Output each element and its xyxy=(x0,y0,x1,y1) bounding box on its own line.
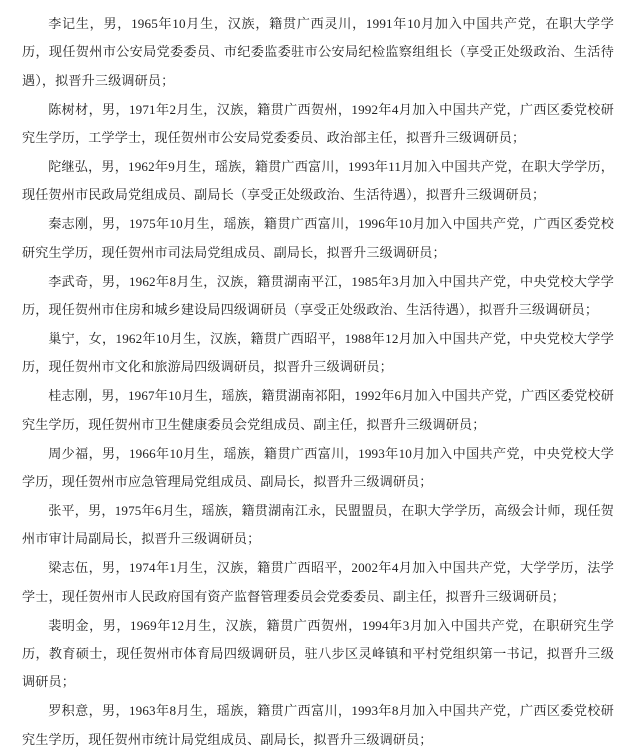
document-paragraph: 桂志刚，男，1967年10月生，瑶族，籍贯湖南祁阳，1992年6月加入中国共产党，广西区委党校研究生学历，现任贺州市卫生健康委员会党组成员、副主任，拟晋升三级调研员； xyxy=(22,388,614,432)
document-paragraph: 周少福，男，1966年10月生，瑶族，籍贯广西富川，1993年10月加入中国共产党，中央党校大学学历，现任贺州市应急管理局党组成员、副局长，拟晋升三级调研员； xyxy=(22,445,614,489)
document-paragraph: 张平，男，1975年6月生，瑶族，籍贯湖南江永，民盟盟员，在职大学学历，高级会计师，现任贺州市审计局副局长，拟晋升三级调研员； xyxy=(22,502,614,547)
document-paragraph: 巢宁，女，1962年10月生，汉族，籍贯广西昭平，1988年12月加入中国共产党，中央党校大学学历，现任贺州市文化和旅游局四级调研员，拟晋升三级调研员； xyxy=(22,330,614,375)
document-paragraph: 裴明金，男，1969年12月生，汉族，籍贯广西贺州，1994年3月加入中国共产党，在职研究生学历，教育硕士，现任贺州市体育局四级调研员，驻八步区灵峰镇和平村党组织第一书记，拟晋升三级调研员； xyxy=(22,617,614,690)
document-paragraph: 罗积意，男，1963年8月生，瑶族，籍贯广西富川，1993年8月加入中国共产党，广西区委党校研究生学历，现任贺州市统计局党组成员、副局长，拟晋升三级调研员； xyxy=(22,703,614,747)
document-paragraph: 陀继弘，男，1962年9月生，瑶族，籍贯广西富川，1993年11月加入中国共产党，在职大学学历，现任贺州市民政局党组成员、副局长（享受正处级政治、生活待遇），拟晋升三级调研员； xyxy=(22,159,614,203)
document-paragraph: 李武奇，男，1962年8月生，汉族，籍贯湖南平江，1985年3月加入中国共产党，中央党校大学学历，现任贺州市住房和城乡建设局四级调研员（享受正处级政治、生活待遇），拟晋升三级调研员； xyxy=(22,273,614,318)
document-paragraph: 梁志伍，男，1974年1月生，汉族，籍贯广西昭平，2002年4月加入中国共产党，大学学历，法学学士，现任贺州市人民政府国有资产监督管理委员会党委委员、副主任，拟晋升三级调研员； xyxy=(22,560,614,604)
document-paragraph: 李记生，男，1965年10月生，汉族，籍贯广西灵川，1991年10月加入中国共产党，在职大学学历，现任贺州市公安局党委委员、市纪委监委驻市公安局纪检监察组组长（享受正处级政治、生活待遇），拟晋升三级调研员； xyxy=(22,16,614,88)
document-paragraph: 秦志刚，男，1975年10月生，瑶族，籍贯广西富川，1996年10月加入中国共产党，广西区委党校研究生学历，现任贺州市司法局党组成员、副局长，拟晋升三级调研员； xyxy=(22,216,614,260)
document-paragraph: 陈树材，男，1971年2月生，汉族，籍贯广西贺州，1992年4月加入中国共产党，广西区委党校研究生学历，工学学士，现任贺州市公安局党委委员、政治部主任，拟晋升三级调研员； xyxy=(22,101,614,146)
